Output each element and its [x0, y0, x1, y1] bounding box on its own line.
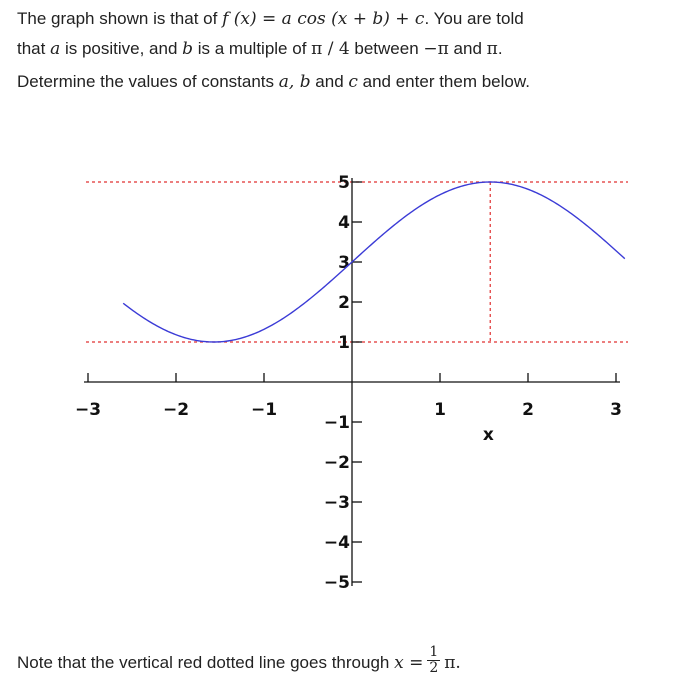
y-tick-label-2: 2 — [338, 293, 350, 313]
intro-text-3: that — [17, 39, 51, 58]
intro-text-8: . — [497, 39, 503, 58]
note-x-equals: x = — [394, 653, 424, 673]
intro-text-1: The graph shown is that of — [17, 9, 223, 28]
x-tick-label-2: 2 — [522, 400, 534, 420]
var-b: b — [182, 39, 194, 59]
y-tick-label--3: −3 — [323, 493, 350, 513]
function-curve — [123, 182, 625, 342]
fraction-denominator: 2 — [429, 660, 439, 677]
x-tick-label--2: −2 — [162, 400, 190, 420]
x-tick-label--3: −3 — [74, 400, 102, 420]
intro-text-7: and — [448, 39, 487, 58]
fraction-numerator: 1 — [429, 644, 439, 661]
task-text-1: Determine the values of constants — [17, 72, 279, 91]
x-tick-label-1: 1 — [434, 400, 446, 420]
y-tick-label-3: 3 — [338, 253, 350, 273]
x-axis-label: x — [482, 425, 494, 445]
y-tick-label--2: −2 — [323, 453, 350, 473]
pi-over-4: π / 4 — [311, 39, 350, 59]
half-fraction — [427, 645, 440, 676]
x-tick-label--1: −1 — [250, 400, 278, 420]
function-formula: f (x) = a cos (x + b) + c — [222, 9, 425, 29]
y-tick-label--1: −1 — [323, 413, 350, 433]
pi: π — [486, 39, 498, 59]
var-c: c — [348, 72, 358, 92]
y-tick-label-1: 1 — [338, 333, 350, 353]
y-tick-label--4: −4 — [323, 533, 350, 553]
task-text-2: and — [310, 72, 349, 91]
x-tick-label-3: 3 — [610, 400, 622, 420]
intro-text-6: between — [349, 39, 424, 58]
intro-text-5: is a multiple of — [193, 39, 312, 58]
y-tick-label-4: 4 — [338, 213, 350, 233]
note-text-1: Note that the vertical red dotted line goes through — [17, 653, 395, 672]
note-pi: π. — [444, 653, 461, 673]
intro-text-4: is positive, and — [60, 39, 183, 58]
task-text-3: and enter them below. — [357, 72, 530, 91]
y-tick-label-5: 5 — [338, 173, 350, 193]
note-text — [17, 644, 677, 678]
intro-text-2: . You are told — [424, 9, 524, 28]
var-a: a — [50, 39, 61, 59]
y-tick-label--5: −5 — [323, 573, 350, 593]
neg-pi: −π — [423, 39, 449, 59]
vars-ab: a, b — [278, 72, 311, 92]
